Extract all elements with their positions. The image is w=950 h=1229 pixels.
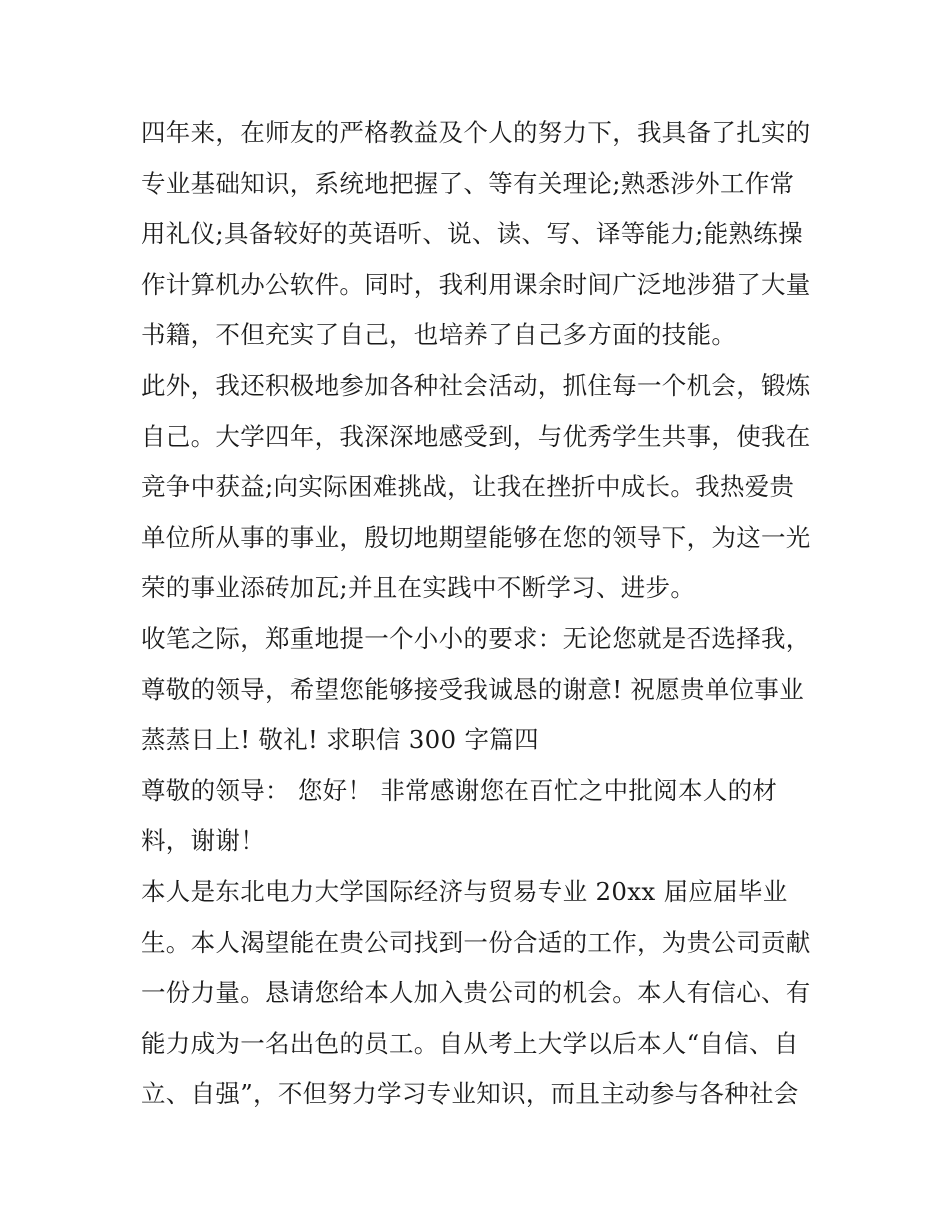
text-line-6: 此外，我还积极地参加各种社会活动，抓住每一个机会，锻炼: [141, 370, 811, 400]
text-line-9: 单位所从事的事业，殷切地期望能够在您的领导下，为这一光: [141, 522, 811, 552]
text-line-17: 生。本人渴望能在贵公司找到一份合适的工作，为贵公司贡献: [141, 927, 811, 957]
text-line-12: 尊敬的领导，希望您能够接受我诚恳的谢意! 祝愿贵单位事业: [141, 674, 805, 704]
text-line-16: 本人是东北电力大学国际经济与贸易专业 20xx 届应届毕业: [141, 876, 788, 906]
text-line-7: 自己。大学四年，我深深地感受到，与优秀学生共事，使我在: [141, 421, 811, 451]
text-line-18: 一份力量。恳请您给本人加入贵公司的机会。本人有信心、有: [141, 978, 811, 1008]
text-line-10: 荣的事业添砖加瓦;并且在实践中不断学习、进步。: [141, 573, 696, 603]
text-line-11: 收笔之际，郑重地提一个小小的要求：无论您就是否选择我，: [141, 623, 811, 653]
text-line-3: 用礼仪;具备较好的英语听、说、读、写、译等能力;能熟练操: [141, 219, 803, 249]
text-line-19: 能力成为一名出色的员工。自从考上大学以后本人“自信、自: [141, 1028, 799, 1058]
text-line-13: 蒸蒸日上! 敬礼! 求职信 300 字篇四: [141, 725, 539, 755]
text-line-20: 立、自强”，不但努力学习专业知识，而且主动参与各种社会: [141, 1079, 799, 1109]
text-line-8: 竞争中获益;向实际困难挑战，让我在挫折中成长。我热爱贵: [141, 472, 795, 502]
text-line-4: 作计算机办公软件。同时，我利用课余时间广泛地涉猎了大量: [141, 269, 811, 299]
text-line-14: 尊敬的领导： 您好！ 非常感谢您在百忙之中批阅本人的材: [141, 775, 778, 805]
text-line-2: 专业基础知识，系统地把握了、等有关理论;熟悉涉外工作常: [141, 168, 795, 198]
body-text: [141, 108, 831, 1120]
text-line-1: 四年来，在师友的严格教益及个人的努力下，我具备了扎实的: [141, 118, 811, 147]
text-line-5: 书籍，不但充实了自己，也培养了自己多方面的技能。: [141, 320, 737, 350]
text-line-15: 料，谢谢！: [141, 826, 265, 856]
